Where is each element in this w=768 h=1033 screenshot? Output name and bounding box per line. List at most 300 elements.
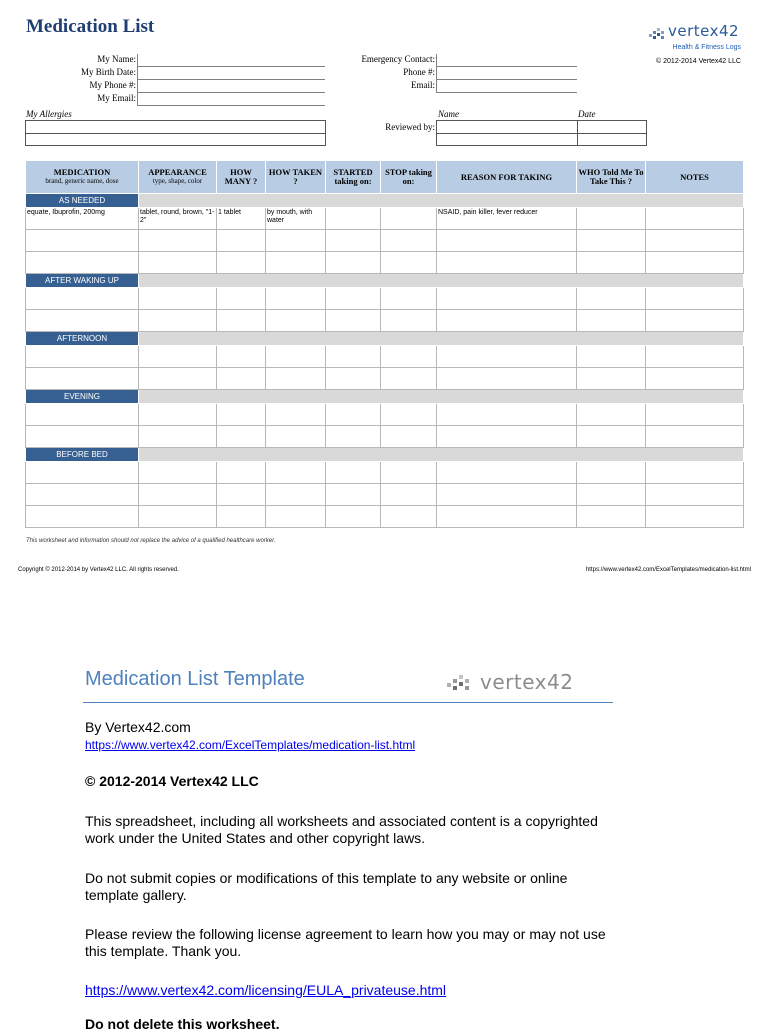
table-cell-text <box>646 462 743 464</box>
table-cell[interactable] <box>266 506 326 528</box>
table-cell-text <box>646 368 743 370</box>
table-cell[interactable] <box>437 404 577 426</box>
allergies-field-1[interactable] <box>25 120 326 134</box>
table-cell[interactable] <box>381 252 437 274</box>
table-cell-text <box>381 404 436 406</box>
section-row <box>26 390 744 404</box>
template-title: Medication List Template <box>85 668 305 690</box>
table-cell-text <box>217 288 265 290</box>
table-cell-text <box>646 288 743 290</box>
table-cell-text <box>646 346 743 348</box>
table-cell[interactable] <box>266 288 326 310</box>
table-cell[interactable] <box>646 288 744 310</box>
table-cell[interactable] <box>437 288 577 310</box>
my-email-field[interactable] <box>137 93 325 106</box>
my-birth-date-label: My Birth Date: <box>81 67 136 77</box>
table-cell-text <box>326 506 380 508</box>
table-cell-text <box>326 252 380 254</box>
table-cell-text <box>217 426 265 428</box>
table-cell[interactable] <box>266 208 326 230</box>
table-cell[interactable] <box>326 426 381 448</box>
table-row <box>26 346 744 368</box>
table-cell-text <box>381 484 436 486</box>
table-cell[interactable] <box>217 506 266 528</box>
table-cell[interactable] <box>437 208 577 230</box>
template-logo-icon <box>446 672 478 694</box>
table-cell[interactable] <box>437 368 577 390</box>
table-cell[interactable] <box>26 462 139 484</box>
table-cell[interactable] <box>26 346 139 368</box>
section-band <box>139 194 744 208</box>
table-cell-text <box>139 288 216 290</box>
table-cell[interactable] <box>577 346 646 368</box>
column-header-label: STOP taking on: <box>385 167 432 186</box>
column-header-4 <box>326 161 381 194</box>
column-header-label: WHO Told Me To Take This ? <box>578 167 644 186</box>
table-cell[interactable] <box>217 208 266 230</box>
table-row <box>26 252 744 274</box>
table-cell-text <box>437 506 576 508</box>
table-cell[interactable] <box>326 230 381 252</box>
table-cell[interactable] <box>326 346 381 368</box>
table-cell[interactable] <box>139 506 217 528</box>
table-cell-text <box>217 310 265 312</box>
table-cell[interactable] <box>139 208 217 230</box>
column-header-7 <box>577 161 646 194</box>
table-cell-text <box>217 462 265 464</box>
table-cell[interactable] <box>326 208 381 230</box>
emergency-email-field[interactable] <box>436 80 577 93</box>
table-cell[interactable] <box>217 462 266 484</box>
template-paragraph-3: Please review the following license agreement to learn how you may or may not use this template. Thank you. <box>85 926 606 959</box>
table-cell[interactable] <box>326 506 381 528</box>
table-cell-text <box>326 346 380 348</box>
table-cell-text <box>326 368 380 370</box>
section-label: AFTER WAKING UP <box>26 274 139 288</box>
table-cell-text <box>437 288 576 290</box>
reviewed-by-date-1[interactable] <box>577 120 647 134</box>
section-row <box>26 332 744 346</box>
template-last-line: Do not delete this worksheet. <box>85 1016 280 1032</box>
emergency-contact-field[interactable] <box>436 54 577 67</box>
table-cell-text <box>266 462 325 464</box>
table-cell[interactable] <box>646 484 744 506</box>
table-cell-text <box>577 462 645 464</box>
table-cell[interactable] <box>577 426 646 448</box>
table-cell[interactable] <box>266 426 326 448</box>
table-cell-text <box>577 230 645 232</box>
table-cell[interactable] <box>217 484 266 506</box>
table-cell[interactable] <box>139 230 217 252</box>
table-cell[interactable] <box>26 208 139 230</box>
table-cell[interactable] <box>217 346 266 368</box>
table-cell[interactable] <box>381 288 437 310</box>
table-cell[interactable] <box>266 404 326 426</box>
table-cell-text <box>577 368 645 370</box>
table-cell-text <box>646 310 743 312</box>
table-cell-text <box>26 368 138 370</box>
table-cell-text <box>266 506 325 508</box>
table-cell[interactable] <box>646 310 744 332</box>
allergies-label: My Allergies <box>26 109 72 119</box>
column-header-label: STARTED taking on: <box>333 167 373 186</box>
table-cell[interactable] <box>646 426 744 448</box>
table-cell-text <box>326 310 380 312</box>
table-cell[interactable] <box>26 506 139 528</box>
table-cell[interactable] <box>577 368 646 390</box>
table-cell[interactable] <box>326 288 381 310</box>
table-cell[interactable] <box>437 310 577 332</box>
table-cell[interactable] <box>326 368 381 390</box>
table-cell-text <box>26 404 138 406</box>
table-cell-text <box>326 404 380 406</box>
table-cell[interactable] <box>266 230 326 252</box>
table-cell-text <box>326 230 380 232</box>
table-cell[interactable] <box>217 310 266 332</box>
table-cell[interactable] <box>217 252 266 274</box>
template-page-link[interactable]: https://www.vertex42.com/ExcelTemplates/medication-list.html <box>85 738 416 752</box>
table-cell-text <box>381 208 436 210</box>
column-header-2 <box>217 161 266 194</box>
table-cell-text <box>577 208 645 210</box>
column-header-label: APPEARANCE <box>148 167 207 177</box>
table-cell-text <box>26 506 138 508</box>
section-band <box>139 390 744 404</box>
brand-copyright: © 2012-2014 Vertex42 LLC <box>656 58 741 65</box>
table-cell-text <box>326 462 380 464</box>
table-cell[interactable] <box>646 208 744 230</box>
table-cell-text <box>266 288 325 290</box>
table-cell[interactable] <box>217 404 266 426</box>
name-column-label: Name <box>438 109 459 119</box>
table-cell[interactable] <box>381 404 437 426</box>
section-label: EVENING <box>26 390 139 404</box>
table-cell[interactable] <box>217 288 266 310</box>
emergency-phone-field[interactable] <box>436 67 577 80</box>
table-cell[interactable] <box>437 506 577 528</box>
table-cell[interactable] <box>326 404 381 426</box>
table-row <box>26 462 744 484</box>
table-cell-text <box>139 404 216 406</box>
section-row <box>26 448 744 462</box>
table-cell-text <box>26 288 138 290</box>
table-cell[interactable] <box>139 404 217 426</box>
table-cell-text <box>577 426 645 428</box>
table-cell-text <box>266 426 325 428</box>
table-cell[interactable] <box>26 310 139 332</box>
allergies-field-2[interactable] <box>25 133 326 146</box>
table-row <box>26 288 744 310</box>
table-cell-text <box>381 506 436 508</box>
table-cell[interactable] <box>139 310 217 332</box>
table-cell[interactable] <box>217 368 266 390</box>
vertex42-logo-icon <box>648 26 668 42</box>
table-cell-text <box>326 426 380 428</box>
table-cell-text <box>381 288 436 290</box>
table-cell-text <box>266 368 325 370</box>
column-header-label: REASON FOR TAKING <box>460 171 553 182</box>
template-paragraph-1: This spreadsheet, including all worksheets and associated content is a copyrighted work under the United States and other copyright laws. <box>85 813 598 846</box>
table-cell-text: by mouth, with water <box>267 209 313 224</box>
table-cell[interactable] <box>381 368 437 390</box>
section-label: AFTERNOON <box>26 332 139 346</box>
table-cell[interactable] <box>266 462 326 484</box>
table-cell-text <box>577 404 645 406</box>
table-cell-text <box>217 230 265 232</box>
table-cell[interactable] <box>577 208 646 230</box>
table-cell-text: NSAID, pain killer, fever reducer <box>438 209 538 216</box>
table-cell-text <box>381 368 436 370</box>
table-cell-text <box>266 346 325 348</box>
table-cell[interactable] <box>26 230 139 252</box>
table-cell-text <box>26 310 138 312</box>
table-cell-text <box>381 230 436 232</box>
table-cell-text <box>646 506 743 508</box>
table-row <box>26 506 744 528</box>
table-cell-text <box>381 426 436 428</box>
table-cell-text <box>139 252 216 254</box>
table-cell-text <box>381 310 436 312</box>
table-cell[interactable] <box>577 462 646 484</box>
table-cell-text <box>437 462 576 464</box>
column-header-sublabel: type, shape, color <box>152 177 203 185</box>
table-cell-text <box>437 404 576 406</box>
brand-subtitle: Health & Fitness Logs <box>672 44 741 51</box>
table-cell[interactable] <box>646 230 744 252</box>
table-cell[interactable] <box>646 252 744 274</box>
table-cell-text: equate, Ibuprofin, 200mg <box>27 209 105 216</box>
table-cell[interactable] <box>26 426 139 448</box>
table-cell[interactable] <box>326 484 381 506</box>
table-cell[interactable] <box>381 462 437 484</box>
table-cell-text <box>26 346 138 348</box>
table-row <box>26 404 744 426</box>
my-phone-field[interactable] <box>137 80 325 93</box>
table-cell-text <box>381 346 436 348</box>
table-row <box>26 208 744 230</box>
template-by: By Vertex42.com <box>85 719 191 735</box>
column-header-5 <box>381 161 437 194</box>
column-header-label: HOW TAKEN ? <box>268 167 323 186</box>
table-cell-text <box>326 208 380 210</box>
section-band <box>139 332 744 346</box>
template-vertex42-logo <box>446 670 586 696</box>
table-row <box>26 484 744 506</box>
reviewed-by-label: Reviewed by: <box>385 122 435 132</box>
reviewed-by-date-2[interactable] <box>577 133 647 146</box>
table-cell[interactable] <box>381 310 437 332</box>
table-cell-text <box>437 310 576 312</box>
table-cell[interactable] <box>577 252 646 274</box>
section-row <box>26 194 744 208</box>
table-cell[interactable] <box>381 506 437 528</box>
table-cell-text <box>217 368 265 370</box>
my-name-field[interactable] <box>137 54 325 67</box>
section-label: AS NEEDED <box>26 194 139 208</box>
table-cell[interactable] <box>26 368 139 390</box>
medication-table <box>25 160 744 528</box>
table-cell-text <box>26 462 138 464</box>
table-cell-text <box>437 230 576 232</box>
table-cell[interactable] <box>26 404 139 426</box>
column-header-sublabel: brand, generic name, dose <box>45 177 119 185</box>
page-title: Medication List <box>26 16 155 37</box>
emergency-email-label: Email: <box>411 80 435 90</box>
my-name-label: My Name: <box>97 54 136 64</box>
table-cell-text <box>266 230 325 232</box>
column-header-1 <box>139 161 217 194</box>
table-cell-text <box>646 208 743 210</box>
table-cell-text <box>266 404 325 406</box>
table-cell[interactable] <box>217 230 266 252</box>
table-cell-text <box>139 368 216 370</box>
reviewed-by-name-1[interactable] <box>436 120 578 134</box>
template-logo-text: vertex42 <box>480 670 574 694</box>
table-cell[interactable] <box>326 462 381 484</box>
table-cell[interactable] <box>139 462 217 484</box>
footer-url: https://www.vertex42.com/ExcelTemplates/medication-list.html <box>585 567 751 573</box>
table-cell-text <box>646 426 743 428</box>
reviewed-by-name-2[interactable] <box>436 133 578 146</box>
emergency-contact-label: Emergency Contact: <box>361 54 435 64</box>
table-cell-text <box>139 230 216 232</box>
table-cell[interactable] <box>217 426 266 448</box>
table-cell[interactable] <box>381 208 437 230</box>
column-header-8 <box>646 161 744 194</box>
table-cell-text <box>26 426 138 428</box>
table-cell-text <box>577 346 645 348</box>
template-title-rule <box>83 702 613 703</box>
section-label: BEFORE BED <box>26 448 139 462</box>
table-cell[interactable] <box>646 346 744 368</box>
table-cell-text <box>139 462 216 464</box>
vertex42-logo <box>648 24 743 44</box>
table-cell[interactable] <box>266 368 326 390</box>
table-cell-text <box>437 346 576 348</box>
table-cell-text: tablet, round, brown, "1-2" <box>140 209 215 224</box>
license-link[interactable]: https://www.vertex42.com/licensing/EULA_privateuse.html <box>85 982 447 998</box>
column-header-3 <box>266 161 326 194</box>
vertex42-logo-text: vertex42 <box>668 22 740 40</box>
table-cell[interactable] <box>577 230 646 252</box>
table-cell-text <box>266 252 325 254</box>
table-cell-text <box>646 230 743 232</box>
table-cell-text <box>139 426 216 428</box>
table-cell-text <box>646 252 743 254</box>
table-cell-text <box>139 506 216 508</box>
table-cell-text <box>217 346 265 348</box>
table-cell-text: 1 tablet <box>218 209 241 216</box>
table-body <box>26 194 744 528</box>
section-band <box>139 448 744 462</box>
table-cell[interactable] <box>381 230 437 252</box>
table-cell-text <box>139 310 216 312</box>
table-cell[interactable] <box>577 404 646 426</box>
table-cell-text <box>217 404 265 406</box>
column-header-label: NOTES <box>680 171 709 182</box>
table-cell-text <box>217 252 265 254</box>
table-cell[interactable] <box>577 310 646 332</box>
table-cell-text <box>326 288 380 290</box>
emergency-phone-label: Phone #: <box>403 67 435 77</box>
table-cell[interactable] <box>577 288 646 310</box>
table-cell[interactable] <box>577 484 646 506</box>
my-phone-label: My Phone #: <box>89 80 136 90</box>
table-cell[interactable] <box>326 310 381 332</box>
table-cell[interactable] <box>266 310 326 332</box>
table-cell[interactable] <box>646 368 744 390</box>
table-cell[interactable] <box>381 484 437 506</box>
table-cell-text <box>381 462 436 464</box>
table-cell[interactable] <box>437 346 577 368</box>
table-cell[interactable] <box>26 252 139 274</box>
footer-copyright: Copyright © 2012-2014 by Vertex42 LLC. All rights reserved. <box>18 567 179 573</box>
section-row <box>26 274 744 288</box>
column-header-label: HOW MANY ? <box>224 167 258 186</box>
table-cell[interactable] <box>139 426 217 448</box>
table-cell[interactable] <box>266 346 326 368</box>
table-cell[interactable] <box>646 404 744 426</box>
section-band <box>139 274 744 288</box>
table-cell[interactable] <box>139 346 217 368</box>
table-cell[interactable] <box>646 506 744 528</box>
table-cell-text <box>326 484 380 486</box>
table-cell[interactable] <box>437 484 577 506</box>
table-cell-text <box>139 346 216 348</box>
table-row <box>26 368 744 390</box>
table-row <box>26 310 744 332</box>
table-row <box>26 230 744 252</box>
table-cell[interactable] <box>139 368 217 390</box>
table-cell-text <box>646 484 743 486</box>
table-row <box>26 426 744 448</box>
table-cell-text <box>266 484 325 486</box>
table-cell-text <box>437 252 576 254</box>
table-cell[interactable] <box>437 426 577 448</box>
table-cell[interactable] <box>381 426 437 448</box>
table-cell[interactable] <box>139 484 217 506</box>
table-cell[interactable] <box>139 252 217 274</box>
table-cell-text <box>577 310 645 312</box>
table-cell[interactable] <box>437 230 577 252</box>
table-cell[interactable] <box>139 288 217 310</box>
table-cell[interactable] <box>266 484 326 506</box>
table-cell[interactable] <box>577 506 646 528</box>
table-cell-text <box>217 484 265 486</box>
table-cell-text <box>381 252 436 254</box>
table-cell[interactable] <box>326 252 381 274</box>
table-cell[interactable] <box>26 484 139 506</box>
disclaimer: This worksheet and information should not replace the advice of a qualified healthcare worker. <box>26 538 276 544</box>
table-cell[interactable] <box>437 462 577 484</box>
table-cell-text <box>139 484 216 486</box>
my-birth-date-field[interactable] <box>137 67 325 80</box>
table-cell[interactable] <box>26 288 139 310</box>
table-cell[interactable] <box>646 462 744 484</box>
table-cell[interactable] <box>381 346 437 368</box>
table-cell-text <box>437 426 576 428</box>
table-cell-text <box>217 506 265 508</box>
table-cell[interactable] <box>266 252 326 274</box>
my-email-label: My Email: <box>97 93 136 103</box>
table-cell[interactable] <box>437 252 577 274</box>
column-header-0 <box>26 161 139 194</box>
table-cell-text <box>577 506 645 508</box>
template-copyright: © 2012-2014 Vertex42 LLC <box>85 773 259 789</box>
table-cell-text <box>577 288 645 290</box>
table-cell-text <box>437 368 576 370</box>
column-header-6 <box>437 161 577 194</box>
